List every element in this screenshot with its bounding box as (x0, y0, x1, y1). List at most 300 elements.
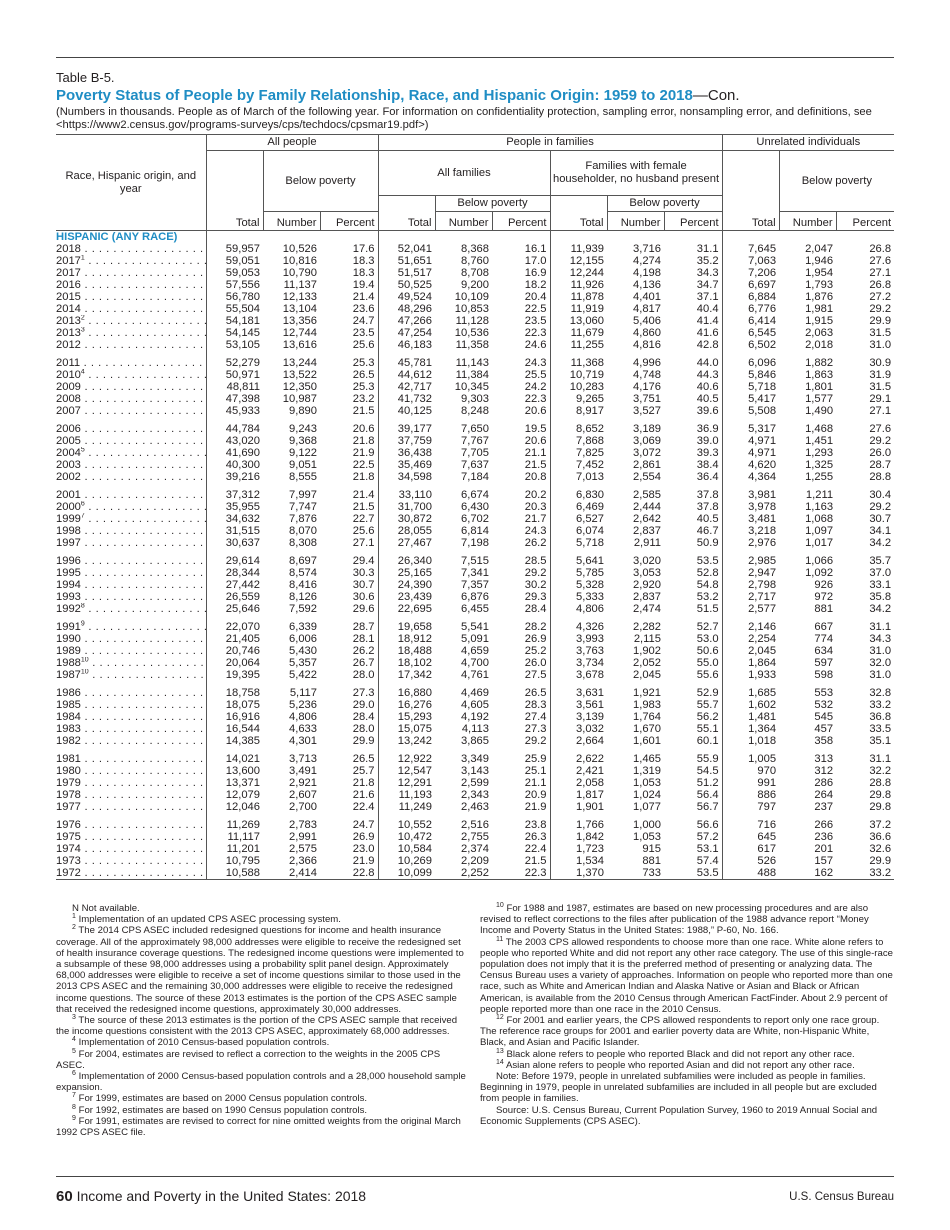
value-cell: 1,882 (805, 357, 834, 369)
value-cell: 25.9 (524, 753, 547, 765)
year-cell (56, 645, 206, 657)
year-label: 1976 (56, 819, 81, 831)
value-cell: 5,236 (289, 699, 317, 711)
value-cell: 545 (814, 711, 834, 723)
value-cell: 2,921 (289, 777, 317, 789)
table-row (56, 291, 894, 303)
table-row (56, 813, 894, 831)
value-cell: 5,091 (461, 633, 489, 645)
value-cell: 3,069 (633, 435, 661, 447)
value-cell: 11,919 (550, 303, 607, 315)
table-row (56, 471, 894, 483)
below-poverty-header: Below poverty (779, 151, 894, 212)
value-cell: 25.7 (352, 765, 375, 777)
value-cell: 7,645 (722, 243, 779, 255)
year-cell (56, 459, 206, 471)
table-row (56, 735, 894, 747)
value-cell: 358 (814, 735, 834, 747)
value-cell: 7,868 (550, 435, 607, 447)
value-cell: 42,717 (378, 381, 435, 393)
value-cell: 19,658 (378, 615, 435, 633)
value-cell: 21.8 (352, 777, 375, 789)
table-row (56, 711, 894, 723)
value-cell: 6,876 (461, 591, 489, 603)
value-cell: 553 (814, 687, 834, 699)
leader-dots (81, 855, 206, 867)
footnote-marker: 11 (496, 935, 504, 943)
leader-dots (81, 765, 206, 777)
value-cell: 41.6 (696, 327, 719, 339)
value-cell: 3,143 (461, 765, 489, 777)
leader-dots (85, 603, 206, 615)
year-footnote-marker: 10 (80, 657, 89, 664)
value-cell: 21.4 (352, 291, 375, 303)
year-cell (56, 765, 206, 777)
value-cell: 29.2 (869, 303, 892, 315)
year-label: 1986 (56, 687, 81, 699)
footnote-marker: 5 (72, 1047, 76, 1055)
value-cell: 3,491 (289, 765, 317, 777)
value-cell: 16.1 (524, 243, 547, 255)
col-header-total: Total (550, 196, 607, 231)
value-cell: 30.3 (352, 567, 375, 579)
value-cell: 6,545 (722, 327, 779, 339)
value-cell: 1,933 (722, 669, 779, 681)
leader-dots (81, 723, 206, 735)
value-cell: 44.0 (696, 357, 719, 369)
value-cell: 29.0 (352, 699, 375, 711)
value-cell: 1,946 (805, 255, 834, 267)
value-cell: 716 (722, 813, 779, 831)
footnote (480, 1105, 894, 1127)
value-cell: 1,319 (633, 765, 661, 777)
footnote-marker: 6 (72, 1069, 76, 1077)
value-cell: 28.8 (869, 471, 892, 483)
value-cell: 1,092 (805, 567, 834, 579)
year-label: 2014 (56, 303, 81, 315)
table-row (56, 525, 894, 537)
value-cell: 28.0 (352, 723, 375, 735)
year-label: 1972 (56, 867, 81, 879)
value-cell: 2,045 (633, 669, 661, 681)
value-cell: 34.3 (696, 267, 719, 279)
value-cell: 9,122 (289, 447, 317, 459)
footnote (480, 1015, 894, 1049)
value-cell: 13,616 (282, 339, 317, 351)
value-cell: 39,216 (206, 471, 263, 483)
value-cell: 39,177 (378, 417, 435, 435)
female-householder-header: Families with female householder, no husband present (550, 151, 722, 196)
value-cell: 14,385 (206, 735, 263, 747)
value-cell: 1,534 (550, 855, 607, 867)
footnote (56, 1049, 470, 1071)
value-cell: 3,561 (550, 699, 607, 711)
value-cell: 7,997 (289, 489, 317, 501)
value-cell: 1,817 (550, 789, 607, 801)
value-cell: 59,051 (206, 255, 263, 267)
value-cell: 2,063 (805, 327, 834, 339)
leader-dots (81, 471, 206, 483)
year-cell (56, 801, 206, 813)
value-cell: 28.2 (524, 621, 547, 633)
value-cell: 50.6 (696, 645, 719, 657)
year-cell (56, 777, 206, 789)
value-cell: 40.5 (696, 393, 719, 405)
value-cell: 6,339 (289, 621, 317, 633)
table-row (56, 315, 894, 327)
table-row (56, 303, 894, 315)
table-row (56, 633, 894, 645)
table-row (56, 681, 894, 699)
value-cell: 25,646 (206, 603, 263, 615)
value-cell: 26.5 (352, 753, 375, 765)
value-cell: 2,343 (461, 789, 489, 801)
table-row (56, 831, 894, 843)
year-label: 2002 (56, 471, 81, 483)
value-cell: 5,541 (461, 621, 489, 633)
year-cell (56, 447, 206, 459)
value-cell: 5,333 (550, 591, 607, 603)
value-cell: 237 (814, 801, 834, 813)
year-label: 1978 (56, 789, 81, 801)
table-row (56, 369, 894, 381)
value-cell: 7,825 (550, 447, 607, 459)
table-row (56, 339, 894, 351)
section-label: HISPANIC (ANY RACE) (56, 231, 178, 243)
table-row (56, 381, 894, 393)
year-label: 2009 (56, 381, 81, 393)
col-header-total: Total (378, 196, 435, 231)
value-cell: 1,017 (805, 537, 834, 549)
value-cell: 881 (814, 603, 834, 615)
leader-dots (81, 555, 206, 567)
year-cell (56, 723, 206, 735)
value-cell: 1,293 (805, 447, 834, 459)
value-cell: 13,242 (378, 735, 435, 747)
value-cell: 23.2 (352, 393, 375, 405)
table-row (56, 405, 894, 417)
leader-dots (85, 447, 206, 459)
value-cell: 4,469 (461, 687, 489, 699)
col-header-number: Number (607, 212, 664, 231)
value-cell: 29.2 (869, 501, 892, 513)
value-cell: 11,249 (378, 801, 435, 813)
footnote-text: Implementation of an updated CPS ASEC processing system. (78, 914, 341, 926)
leader-dots (81, 525, 206, 537)
value-cell: 8,248 (461, 405, 489, 417)
footnote-text: Note: Before 1979, people in unrelated subfamilies were included as people in families. Beginning in 1979, people in unrelated subfamilies are included in all people but are excluded from people in families. (480, 1071, 877, 1105)
value-cell: 29.9 (869, 315, 892, 327)
value-cell: 11,926 (550, 279, 607, 291)
value-cell: 11,368 (550, 351, 607, 369)
footnote-marker: 14 (496, 1058, 504, 1066)
value-cell: 3,751 (633, 393, 661, 405)
value-cell: 18,075 (206, 699, 263, 711)
table-row (56, 657, 894, 669)
table-body (56, 231, 894, 880)
value-cell: 22.4 (524, 843, 547, 855)
footnote-marker: 10 (496, 901, 504, 909)
value-cell: 1,577 (805, 393, 834, 405)
value-cell: 5,417 (722, 393, 779, 405)
value-cell: 33.2 (869, 699, 892, 711)
footnote-marker: 1 (72, 913, 76, 921)
value-cell: 56.2 (696, 711, 719, 723)
value-cell: 7,452 (550, 459, 607, 471)
year-label: 1992 (56, 603, 81, 615)
year-cell (56, 681, 206, 699)
table-row (56, 279, 894, 291)
value-cell: 17,342 (378, 669, 435, 681)
value-cell: 6,527 (550, 513, 607, 525)
year-cell (56, 351, 206, 369)
value-cell: 20.8 (524, 471, 547, 483)
value-cell: 26.2 (352, 645, 375, 657)
value-cell: 4,659 (461, 645, 489, 657)
value-cell: 39.0 (696, 435, 719, 447)
value-cell: 10,283 (550, 381, 607, 393)
value-cell: 21.5 (524, 459, 547, 471)
year-label: 1997 (56, 537, 81, 549)
value-cell: 21.6 (352, 789, 375, 801)
value-cell: 3,072 (633, 447, 661, 459)
value-cell: 21.9 (352, 855, 375, 867)
value-cell: 11,137 (283, 279, 317, 291)
footnote-text: Black alone refers to people who reported Black and did not report any other race. (506, 1048, 855, 1060)
value-cell: 10,526 (282, 243, 317, 255)
value-cell: 31.9 (869, 369, 892, 381)
value-cell: 34.3 (869, 633, 892, 645)
value-cell: 24,390 (378, 579, 435, 591)
year-cell (56, 867, 206, 880)
leader-dots (85, 621, 206, 633)
value-cell: 597 (814, 657, 834, 669)
footnote-text: Implementation of 2000 Census-based population controls and a 28,000 household sample expansion. (56, 1071, 466, 1094)
value-cell: 30.9 (869, 357, 892, 369)
value-cell: 27.2 (869, 291, 892, 303)
table-row (56, 393, 894, 405)
value-cell: 8,760 (461, 255, 489, 267)
value-cell: 22,695 (378, 603, 435, 615)
value-cell: 2,414 (263, 867, 320, 880)
value-cell: 16,544 (206, 723, 263, 735)
value-cell: 50,971 (206, 369, 263, 381)
value-cell: 36.8 (869, 711, 892, 723)
value-cell: 23.0 (352, 843, 375, 855)
year-cell (56, 471, 206, 483)
value-cell: 26.2 (524, 537, 547, 549)
value-cell: 30.6 (352, 591, 375, 603)
leader-dots (81, 633, 206, 645)
value-cell: 1,723 (550, 843, 607, 855)
year-cell (56, 813, 206, 831)
col-header-percent: Percent (836, 212, 894, 231)
leader-dots (81, 819, 206, 831)
footnote (56, 1015, 470, 1037)
table-row (56, 501, 894, 513)
leader-dots (85, 501, 206, 513)
value-cell: 7,063 (722, 255, 779, 267)
value-cell: 29.8 (869, 801, 892, 813)
value-cell: 31.1 (869, 621, 892, 633)
year-label: 2001 (56, 489, 81, 501)
leader-dots (81, 303, 206, 315)
value-cell: 2,374 (461, 843, 489, 855)
value-cell: 634 (814, 645, 834, 657)
value-cell: 2,700 (289, 801, 317, 813)
value-cell: 8,308 (289, 537, 317, 549)
table-row (56, 483, 894, 501)
value-cell: 264 (814, 789, 834, 801)
value-cell: 1,876 (805, 291, 834, 303)
value-cell: 40,300 (206, 459, 263, 471)
all-families-header: All families (378, 151, 550, 196)
table-subtitle: (Numbers in thousands. People as of March of the following year. For information on confidentiality protection, sampling error, nonsampling error, and definitions, see <https://www2.census.gov/programs-surveys/cps/techdocs/cpsmar19.pdf>) (56, 106, 872, 131)
leader-dots (89, 657, 206, 669)
footnote (56, 1071, 470, 1093)
value-cell: 55.6 (696, 669, 719, 681)
leader-dots (81, 339, 206, 351)
value-cell: 2,798 (722, 579, 779, 591)
footnotes-right-column (480, 903, 894, 1127)
value-cell: 733 (607, 867, 664, 880)
value-cell: 5,641 (550, 549, 607, 567)
value-cell: 53,105 (206, 339, 263, 351)
footnote-marker: 7 (72, 1092, 76, 1100)
value-cell: 54,145 (206, 327, 263, 339)
value-cell: 18.3 (352, 255, 375, 267)
value-cell: 5,357 (289, 657, 317, 669)
leader-dots (81, 381, 206, 393)
value-cell: 10,099 (378, 867, 435, 880)
footnote-marker: 13 (496, 1047, 504, 1055)
year-cell (56, 789, 206, 801)
value-cell: 2,717 (722, 591, 779, 603)
footnote (480, 937, 894, 1015)
value-cell: 2,058 (550, 777, 607, 789)
value-cell: 3,218 (722, 525, 779, 537)
footnote-text: For 1991, estimates are revised to correct for nine omitted weights from the original March 1992 CPS ASEC file. (56, 1115, 461, 1139)
value-cell: 286 (814, 777, 834, 789)
value-cell: 6,006 (289, 633, 317, 645)
value-cell: 3,527 (633, 405, 661, 417)
value-cell: 54,181 (206, 315, 263, 327)
table-row (56, 513, 894, 525)
year-cell (56, 435, 206, 447)
value-cell: 12,547 (378, 765, 435, 777)
value-cell: 54.5 (696, 765, 719, 777)
value-cell: 10,584 (378, 843, 435, 855)
value-cell: 36.6 (869, 831, 892, 843)
value-cell: 2,837 (633, 591, 661, 603)
value-cell: 5,785 (550, 567, 607, 579)
value-cell: 617 (722, 843, 779, 855)
value-cell: 21.4 (352, 489, 375, 501)
footnote-text: Source: U.S. Census Bureau, Current Population Survey, 1960 to 2019 Annual Social and Economic Supplements (CPS ASEC). (480, 1104, 878, 1127)
leader-dots (81, 777, 206, 789)
year-label: 2011 (56, 357, 81, 369)
value-cell: 13,600 (206, 765, 263, 777)
value-cell: 3,981 (722, 483, 779, 501)
value-cell: 1,005 (722, 747, 779, 765)
value-cell: 9,051 (289, 459, 317, 471)
value-cell: 22,070 (206, 615, 263, 633)
value-cell: 19.5 (524, 423, 547, 435)
year-cell (56, 615, 206, 633)
value-cell: 6,430 (461, 501, 489, 513)
table-row (56, 537, 894, 549)
value-cell: 48,811 (206, 381, 263, 393)
value-cell: 29.3 (524, 591, 547, 603)
leader-dots (81, 789, 206, 801)
value-cell: 7,876 (289, 513, 317, 525)
value-cell: 25.6 (352, 525, 375, 537)
footnote (56, 925, 470, 1015)
value-cell: 32.2 (869, 765, 892, 777)
leader-dots (85, 369, 206, 381)
value-cell: 7,515 (461, 555, 489, 567)
value-cell: 1,066 (805, 555, 834, 567)
value-cell: 3,993 (550, 633, 607, 645)
value-cell: 1,068 (805, 513, 834, 525)
year-cell (56, 513, 206, 525)
value-cell: 16,916 (206, 711, 263, 723)
value-cell: 1,364 (722, 723, 779, 735)
year-label: 2005 (56, 435, 81, 447)
value-cell: 2,585 (633, 489, 661, 501)
year-label: 1991 (56, 621, 81, 633)
value-cell: 881 (642, 855, 661, 867)
value-cell: 8,070 (289, 525, 317, 537)
value-cell: 33.5 (869, 723, 892, 735)
title-suffix: —Con. (692, 87, 740, 104)
value-cell: 20.2 (524, 489, 547, 501)
value-cell: 36.4 (696, 471, 719, 483)
year-footnote-marker: 9 (80, 620, 85, 628)
leader-dots (81, 489, 206, 501)
value-cell: 915 (642, 843, 661, 855)
value-cell: 20.9 (524, 789, 547, 801)
leader-dots (85, 315, 206, 327)
value-cell: 12,155 (550, 255, 607, 267)
year-label: 2007 (56, 405, 81, 417)
value-cell: 4,176 (633, 381, 661, 393)
value-cell: 23.8 (524, 819, 547, 831)
table-row (56, 447, 894, 459)
year-cell (56, 711, 206, 723)
value-cell: 26.9 (352, 831, 375, 843)
table-row (56, 747, 894, 765)
year-cell (56, 255, 206, 267)
value-cell: 23.6 (352, 303, 375, 315)
value-cell: 42.8 (696, 339, 719, 351)
value-cell: 4,816 (633, 339, 661, 351)
value-cell: 15,293 (378, 711, 435, 723)
footnote (480, 1071, 894, 1105)
people-in-families-header: People in families (378, 135, 722, 151)
value-cell: 1,255 (805, 471, 834, 483)
top-rule (56, 57, 894, 58)
value-cell: 28,055 (378, 525, 435, 537)
value-cell: 8,708 (461, 267, 489, 279)
value-cell: 6,830 (550, 483, 607, 501)
value-cell: 28,344 (206, 567, 263, 579)
value-cell: 45,933 (206, 405, 263, 417)
value-cell: 2,474 (633, 603, 661, 615)
value-cell: 4,996 (633, 357, 661, 369)
footnote-text: Asian alone refers to people who reported Asian and did not report any other race. (505, 1059, 855, 1071)
value-cell: 25.3 (352, 357, 375, 369)
